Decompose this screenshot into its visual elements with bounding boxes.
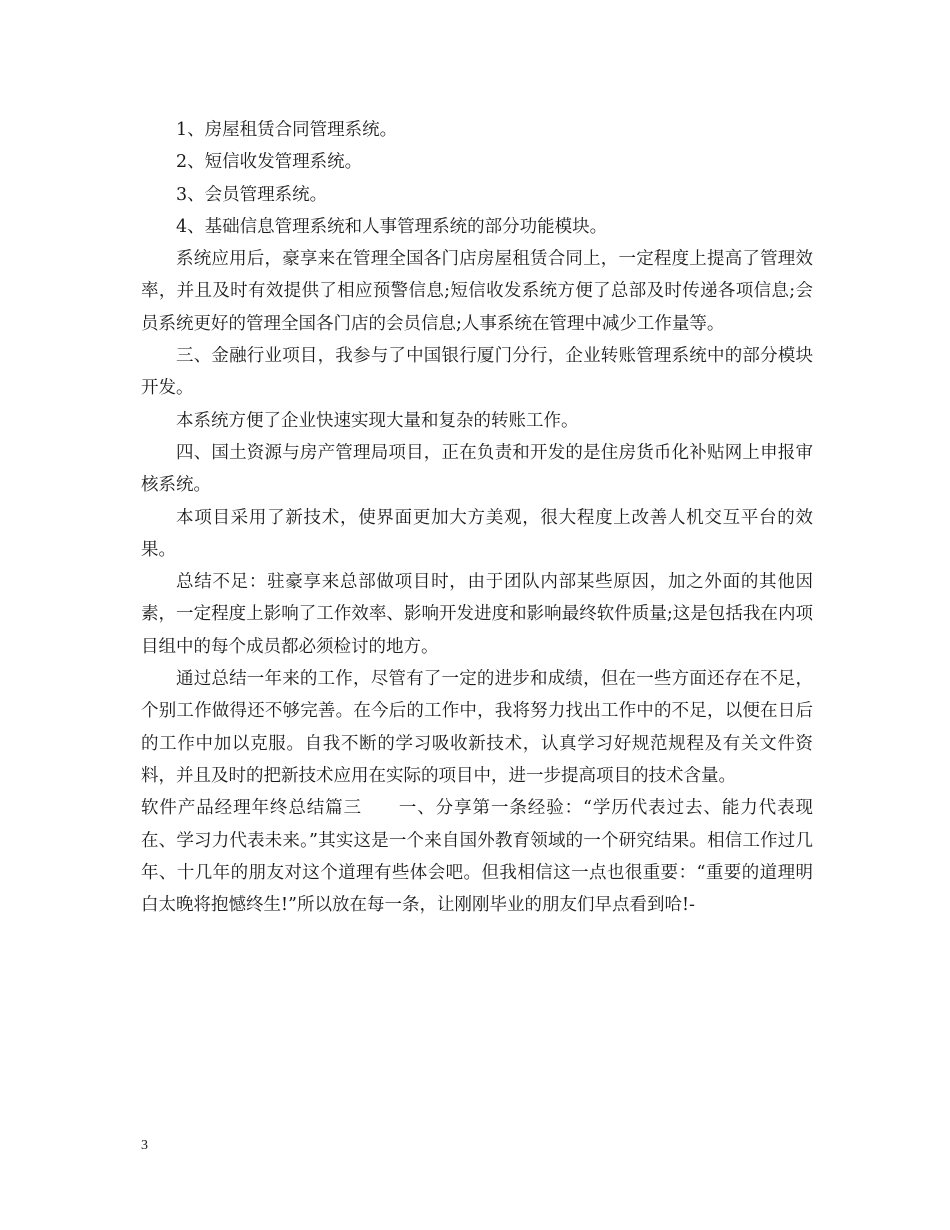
paragraph-article-three: 软件产品经理年终总结篇三 一、分享第一条经验：“学历代表过去、能力代表现在、学习力代表未来。”其实这是一个来自国外教育领域的一个研究结果。相信工作过几年、十几年的朋友对这个道理有些体会吧。但我相信这一点也很重要：“重要的道理明白太晚将抱憾终生!”所以放在每一条，让刚刚毕业的朋友们早点看到哈!- bbox=[141, 798, 813, 916]
paragraph-item-1: 1、房屋租赁合同管理系统。 bbox=[176, 120, 398, 140]
paragraph-system-results: 系统应用后，豪享来在管理全国各门店房屋租赁合同上，一定程度上提高了管理效率，并且及时有效提供了相应预警信息;短信收发系统方便了总部及时传递各项信息;会员系统更好的管理全国各门店的会员信息;人事系统在管理中减少工作量等。 bbox=[141, 249, 813, 334]
paragraph-shortcomings: 总结不足：驻豪享来总部做项目时，由于团队内部某些原因，加之外面的其他因素，一定程度上影响了工作效率、影响开发进度和影响最终软件质量;这是包括我在内项目组中的每个成员都必须检讨的地方。 bbox=[141, 572, 813, 657]
page-number: 3 bbox=[141, 1138, 148, 1153]
paragraph-future-plan: 通过总结一年来的工作，尽管有了一定的进步和成绩，但在一些方面还存在不足，个别工作做得还不够完善。在今后的工作中，我将努力找出工作中的不足，以便在日后的工作中加以克服。自我不断的学习吸收新技术，认真学习好规范规程及有关文件资料，并且及时的把新技术应用在实际的项目中，进一步提高项目的技术含量。 bbox=[141, 669, 813, 786]
paragraph-finance-benefit: 本系统方便了企业快速实现大量和复杂的转账工作。 bbox=[176, 410, 579, 431]
paragraph-item-3: 3、会员管理系统。 bbox=[176, 184, 328, 205]
paragraph-land-project: 四、国土资源与房产管理局项目，正在负责和开发的是住房货币化补贴网上申报审核系统。 bbox=[141, 442, 813, 496]
paragraph-item-4: 4、基础信息管理系统和人事管理系统的部分功能模块。 bbox=[176, 216, 608, 237]
paragraph-finance-project: 三、金融行业项目，我参与了中国银行厦门分行，企业转账管理系统中的部分模块开发。 bbox=[141, 346, 813, 399]
paragraph-new-technology: 本项目采用了新技术，使界面更加大方美观，很大程度上改善人机交互平台的效果。 bbox=[141, 507, 813, 560]
document-body bbox=[141, 114, 813, 921]
paragraph-item-2: 2、短信收发管理系统。 bbox=[176, 152, 363, 173]
